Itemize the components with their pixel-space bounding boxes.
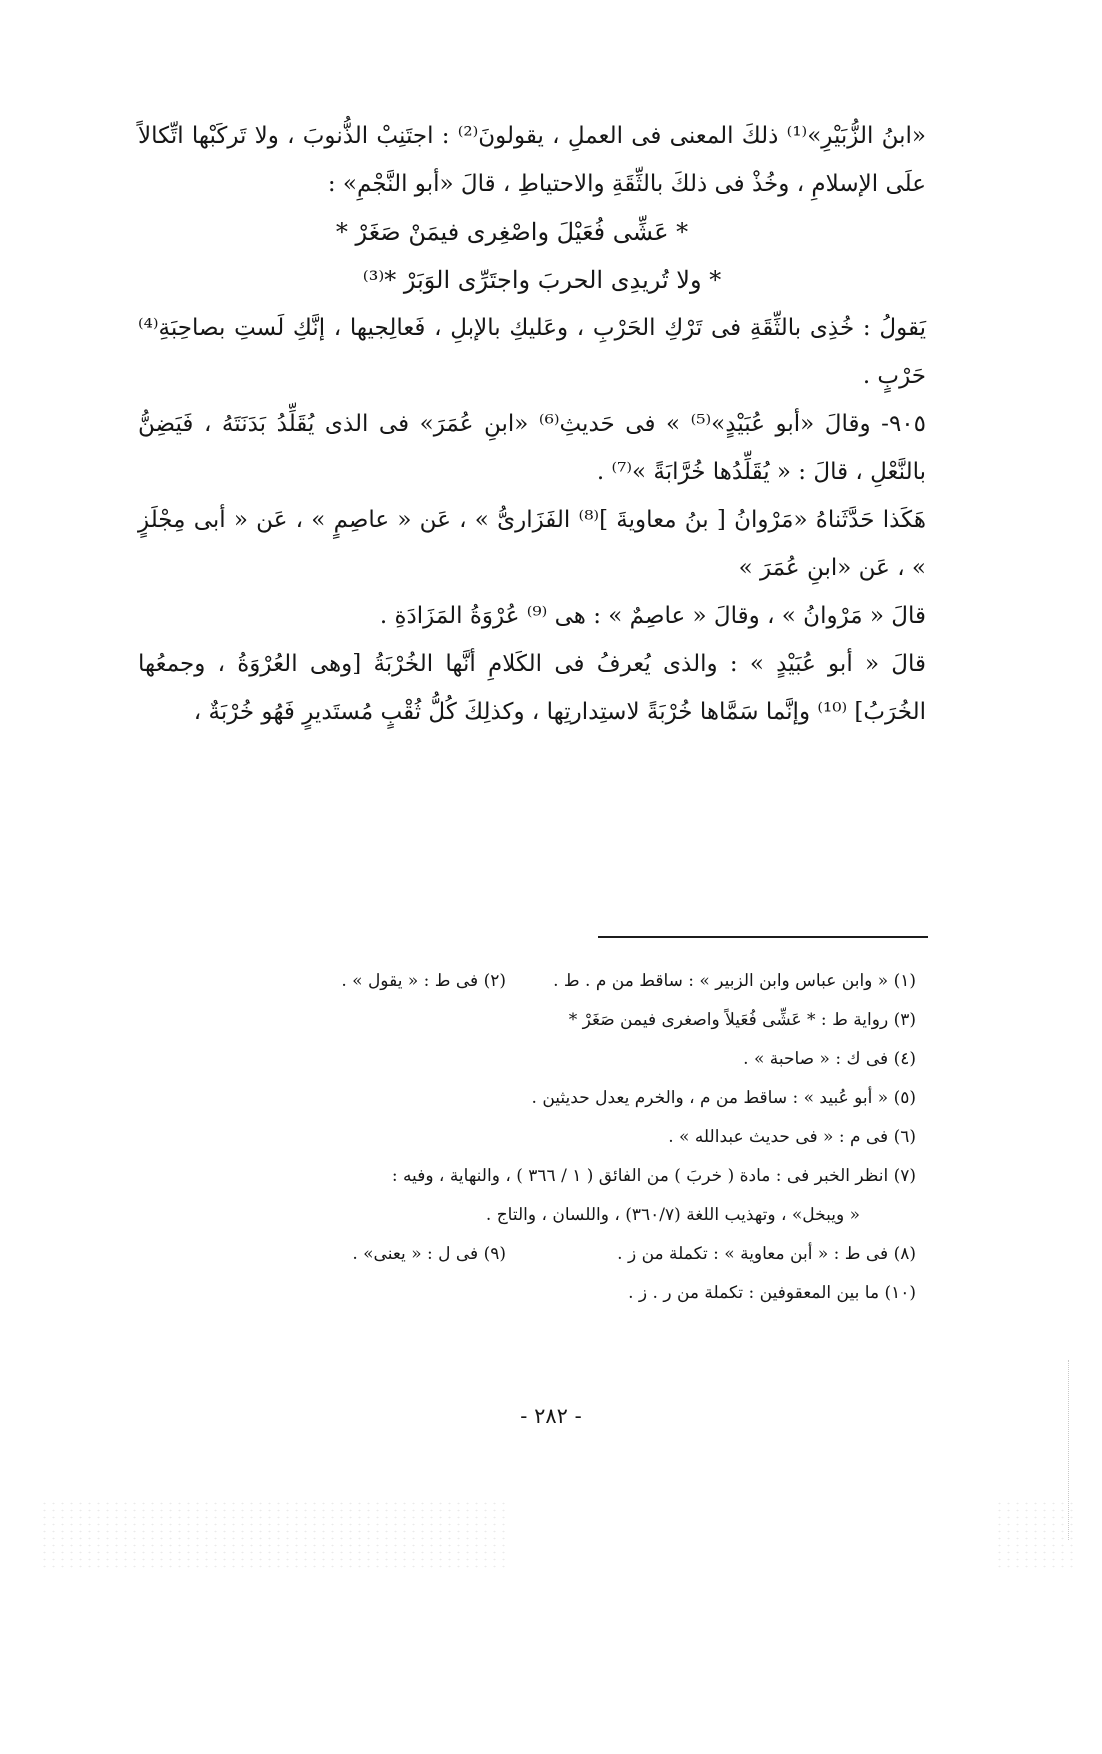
footnote-row <box>150 962 916 1001</box>
footnote-10: (١٠) ما بين المعقوفين : تكملة من ر . ز . <box>628 1283 916 1303</box>
footnote-5: (٥) « أبو عُبيد » : ساقط من م ، والخرم يعدل حديثين . <box>531 1088 916 1108</box>
paragraph-explanation: يَقولُ : خُذِى بالثِّقَةِ فى تَرْكِ الحَرْبِ ، وعَليكِ بالإبلِ ، فَعالِجيها ، إنَّكِ لَستِ بصاحِبَةِ⁽⁴⁾ حَرْبٍ . <box>138 315 926 389</box>
footnote-row <box>150 1235 916 1274</box>
footnote-6: (٦) فى م : « فى حديث عبدالله » . <box>668 1127 916 1147</box>
footnote-3: (٣) رواية ط : * عَشِّى فُعَيلاً واصغرى فيمن صَغَرْ * <box>568 1010 916 1030</box>
footnote-7: (٧) انظر الخبر فى : مادة ( خربَ ) من الفائق ( ١ / ٣٦٦ ) ، والنهاية ، وفيه : <box>391 1166 916 1186</box>
footnote-4: (٤) فى ك : « صاحبة » . <box>743 1049 916 1069</box>
paragraph-intro: «ابنُ الزُّبَيْرِ»⁽¹⁾ ذلكَ المعنى فى العملِ ، يقولونَ⁽²⁾ : اجتَنِبْ الذُّنوبَ ، ولا تَركَبْها اتِّكالاً علَى الإسلامِ ، وخُذْ فى ذلكَ بالثِّقَةِ والاحتياطِ ، قالَ «أبو النَّجْمِ» : <box>138 123 926 197</box>
page-number: - ٢٨٢ - <box>520 1404 582 1428</box>
footnote-2: (٢) فى ط : « يقول » . <box>341 971 506 991</box>
footnotes <box>150 962 916 1313</box>
paragraph-hadith-905: ٩٠٥- وقالَ «أبو عُبَيْدٍ»⁽⁵⁾ » فى حَديثِ⁽⁶⁾ «ابنِ عُمَرَ» فى الذى يُقَلِّدُ بَدَنَتَهُ ، فَيَضِنُّ بالنَّعْلِ ، قالَ : « يُقَلِّدُها خُرَّابَةً »⁽⁷⁾ . <box>138 411 926 485</box>
footnote-1: (١) « وابن عباس وابن الزبير » : ساقط من م . ط . <box>553 971 916 991</box>
footnote-8: (٨) فى ط : « أبن معاوية » : تكملة من ز . <box>617 1244 916 1264</box>
scan-noise <box>995 1500 1075 1570</box>
paragraph-marwan: قالَ « مَرْوانُ » ، وقالَ « عاصِمٌ » : هى ⁽⁹⁾ عُرْوَةُ المَزَادَةِ . <box>379 603 926 629</box>
verse-line-2: * ولا تُريدِى الحربَ واجتَرِّى الوَبَرْ *⁽³⁾ <box>362 266 722 294</box>
main-text <box>138 112 926 736</box>
scan-edge-mark <box>1068 1360 1070 1540</box>
scan-noise <box>40 1500 510 1570</box>
footnote-9: (٩) فى ل : « يعنى» . <box>352 1244 506 1264</box>
paragraph-abu-ubayd: قالَ « أبو عُبَيْدٍ » : والذى يُعرفُ فى الكَلامِ أنَّها الخُرْبَةُ [وهى العُرْوَةُ ، وجمعُها الخُرَبُ] ⁽¹⁰⁾ وإنَّما سَمَّاها خُرْبَةً لاستِدارتِها ، وكذلِكَ كُلُّ ثُقْبٍ مُستَديرٍ فَهُو خُرْبَةٌ ، <box>138 651 926 725</box>
footnote-7-continued: « ويبخل» ، وتهذيب اللغة (٣٦٠/٧) ، واللسان ، والتاج . <box>485 1205 860 1225</box>
verse-line-1: * عَشِّى فُعَيْلَ واصْغِرى فيمَنْ صَغَرْ * <box>335 218 689 246</box>
paragraph-isnad: هَكَذا حَدَّثَناهُ «مَرْوانُ [ بنُ معاويةَ ]⁽⁸⁾ الفَزَارىُّ » ، عَن « عاصِمٍ » ، عَن « أبى مِجْلَزٍ » ، عَن «ابنِ عُمَرَ » <box>138 507 926 581</box>
footnote-separator <box>598 936 928 938</box>
